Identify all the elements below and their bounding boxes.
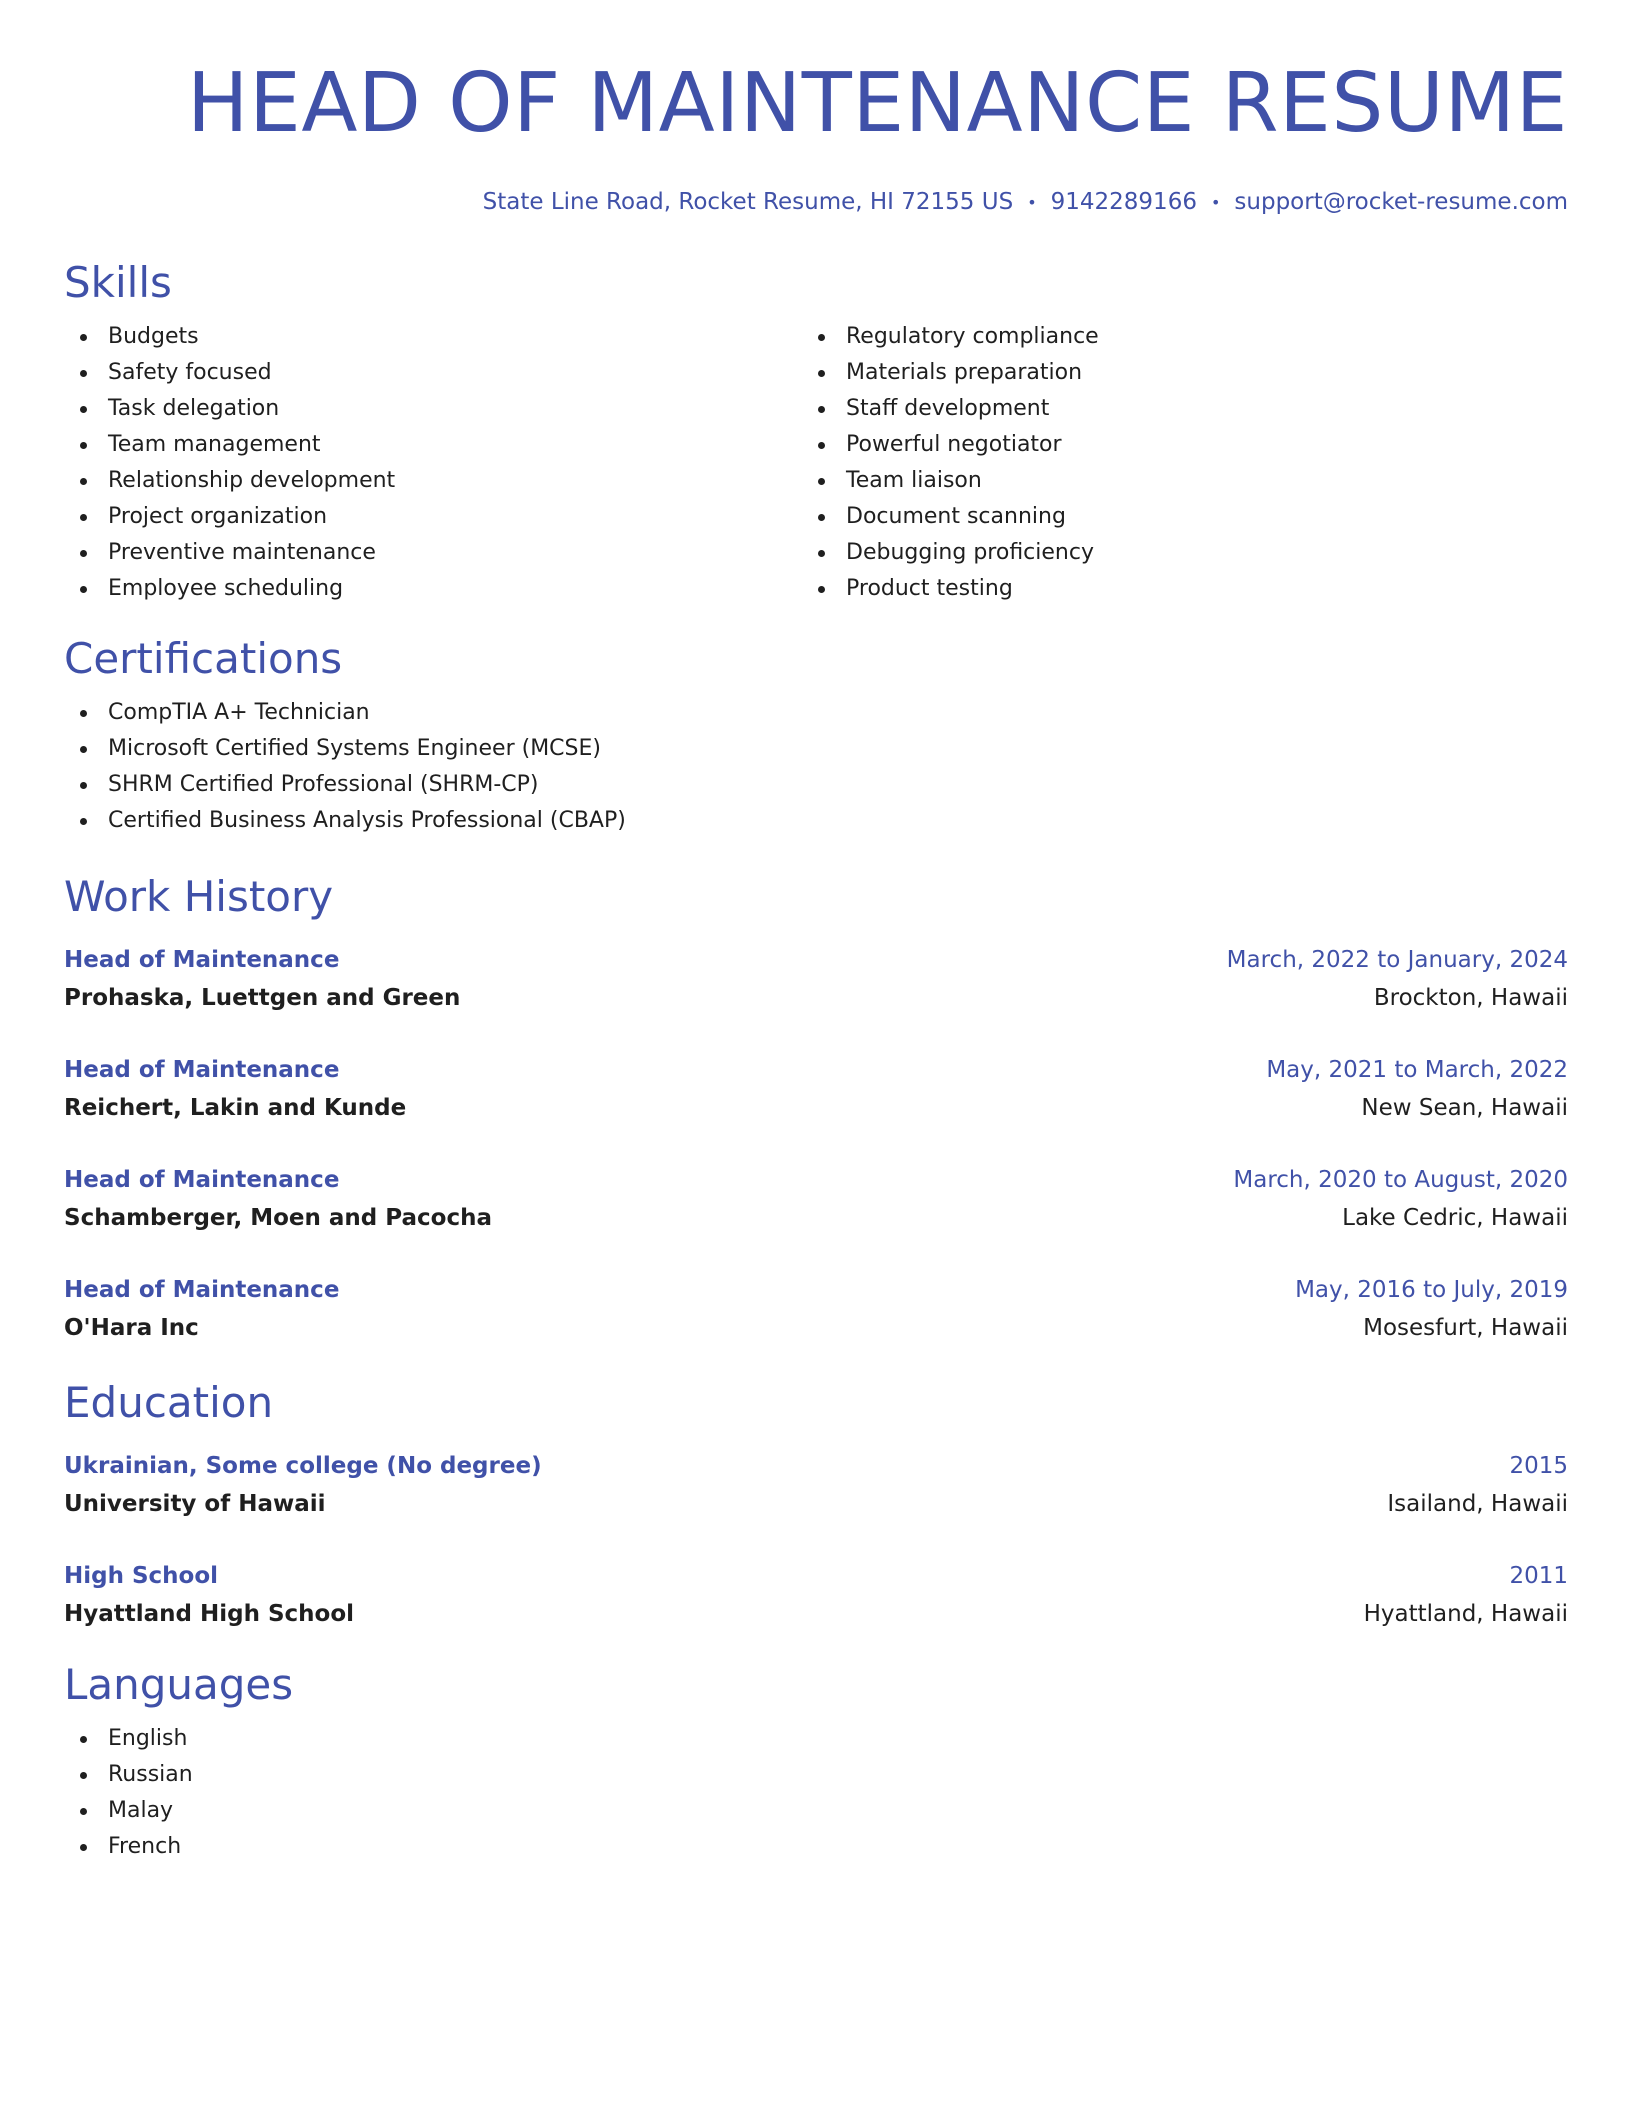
job-title: Head of Maintenance xyxy=(64,946,340,973)
skills-grid xyxy=(64,319,1568,607)
language-item: English xyxy=(64,1721,1568,1757)
work-entry xyxy=(64,941,1568,1017)
skill-item: Project organization xyxy=(64,499,802,535)
job-location: New Sean, Hawaii xyxy=(1361,1094,1568,1121)
skill-item: Team management xyxy=(64,427,802,463)
contact-separator: • xyxy=(1210,192,1221,212)
work-entry xyxy=(64,1161,1568,1237)
education-location: Hyattland, Hawaii xyxy=(1363,1600,1568,1627)
certifications-list xyxy=(64,695,1568,839)
job-dates: May, 2016 to July, 2019 xyxy=(1295,1276,1568,1303)
job-title: Head of Maintenance xyxy=(64,1166,340,1193)
language-item: Russian xyxy=(64,1757,1568,1793)
skill-item: Team liaison xyxy=(802,463,1568,499)
education-year: 2015 xyxy=(1509,1452,1568,1479)
skill-item: Safety focused xyxy=(64,355,802,391)
skill-item: Powerful negotiator xyxy=(802,427,1568,463)
skill-item: Document scanning xyxy=(802,499,1568,535)
education-school: Hyattland High School xyxy=(64,1600,355,1627)
job-title: Head of Maintenance xyxy=(64,1276,340,1303)
education-list xyxy=(64,1447,1568,1633)
education-degree: Ukrainian, Some college (No degree) xyxy=(64,1452,542,1479)
skill-item: Relationship development xyxy=(64,463,802,499)
job-title: Head of Maintenance xyxy=(64,1056,340,1083)
job-dates: March, 2022 to January, 2024 xyxy=(1226,946,1568,973)
certification-item: CompTIA A+ Technician xyxy=(64,695,1568,731)
resume-title: HEAD OF MAINTENANCE RESUME xyxy=(186,56,1568,151)
languages-heading: Languages xyxy=(64,1659,294,1709)
languages-list xyxy=(64,1721,1568,1865)
work-history-heading: Work History xyxy=(64,871,334,921)
language-item: French xyxy=(64,1829,1568,1865)
job-location: Lake Cedric, Hawaii xyxy=(1342,1204,1568,1231)
job-dates: May, 2021 to March, 2022 xyxy=(1266,1056,1568,1083)
skill-item: Budgets xyxy=(64,319,802,355)
contact-phone: 9142289166 xyxy=(1050,189,1197,215)
skill-item: Employee scheduling xyxy=(64,571,802,607)
job-company: Prohaska, Luettgen and Green xyxy=(64,984,461,1011)
contact-separator: • xyxy=(1027,192,1037,212)
education-entry xyxy=(64,1557,1568,1633)
skill-item: Task delegation xyxy=(64,391,802,427)
job-company: Schamberger, Moen and Pacocha xyxy=(64,1204,492,1231)
skill-item: Debugging proficiency xyxy=(802,535,1568,571)
contact-line xyxy=(64,186,1568,219)
education-year: 2011 xyxy=(1509,1562,1568,1589)
certification-item: Certified Business Analysis Professional (CBAP) xyxy=(64,803,1568,839)
language-item: Malay xyxy=(64,1793,1568,1829)
skills-column-right xyxy=(802,319,1568,607)
education-entry xyxy=(64,1447,1568,1523)
work-entry xyxy=(64,1271,1568,1347)
education-degree: High School xyxy=(64,1562,219,1589)
skill-item: Regulatory compliance xyxy=(802,319,1568,355)
skills-list-left xyxy=(64,319,802,607)
skill-item: Preventive maintenance xyxy=(64,535,802,571)
job-location: Brockton, Hawaii xyxy=(1373,984,1568,1011)
certification-item: SHRM Certified Professional (SHRM-CP) xyxy=(64,767,1568,803)
education-heading: Education xyxy=(64,1377,274,1427)
skill-item: Staff development xyxy=(802,391,1568,427)
contact-email: support@rocket-resume.com xyxy=(1234,189,1568,215)
job-dates: March, 2020 to August, 2020 xyxy=(1233,1166,1568,1193)
certification-item: Microsoft Certified Systems Engineer (MCSE) xyxy=(64,731,1568,767)
skills-heading: Skills xyxy=(64,257,172,307)
certifications-heading: Certifications xyxy=(64,633,343,683)
job-company: O'Hara Inc xyxy=(64,1314,199,1341)
contact-address: State Line Road, Rocket Resume, HI 72155 US xyxy=(482,189,1014,215)
skill-item: Product testing xyxy=(802,571,1568,607)
skills-list-right xyxy=(802,319,1568,607)
skill-item: Materials preparation xyxy=(802,355,1568,391)
skills-column-left xyxy=(64,319,802,607)
education-school: University of Hawaii xyxy=(64,1490,326,1517)
work-history-list xyxy=(64,941,1568,1347)
work-entry xyxy=(64,1051,1568,1127)
education-location: Isailand, Hawaii xyxy=(1387,1490,1568,1517)
job-company: Reichert, Lakin and Kunde xyxy=(64,1094,407,1121)
job-location: Mosesfurt, Hawaii xyxy=(1363,1314,1568,1341)
